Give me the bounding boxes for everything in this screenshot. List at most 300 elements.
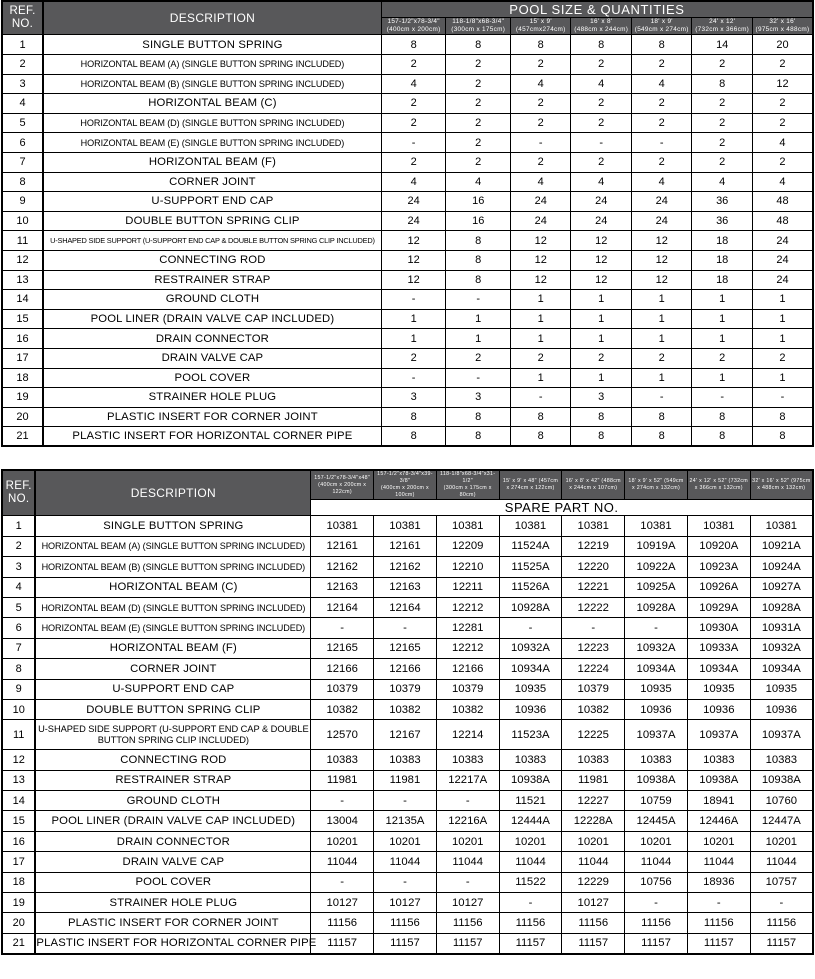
table-row (2, 831, 813, 851)
quantity-cell: 24 (381, 192, 446, 212)
spare-part-no-cell: 11981 (311, 770, 374, 790)
size-metric: (488cm x 244cm) (574, 26, 629, 34)
spare-part-no-cell: 10932A (625, 638, 688, 658)
ref-no-cell: 8 (2, 659, 35, 679)
quantity-cell: 1 (571, 309, 631, 329)
spare-part-no-cell: 10935 (687, 679, 750, 699)
quantity-cell: - (381, 368, 446, 388)
spare-part-no-cell: 10379 (374, 679, 437, 699)
quantity-cell: 1 (511, 290, 571, 310)
description-cell: HORIZONTAL BEAM (E) (SINGLE BUTTON SPRING INCLUDED) (35, 618, 310, 638)
spare-part-no-cell: 12164 (311, 597, 374, 617)
spare-part-no-cell: 10937A (750, 720, 813, 750)
size-metric: (549cm x 274cm) (634, 26, 689, 34)
quantity-cell: 8 (381, 427, 446, 447)
size-metric: (457cmx274cm) (515, 26, 566, 34)
spare-part-no-cell: 10928A (499, 597, 562, 617)
size-metric: (300cm x 175cm) (451, 26, 506, 34)
table-row (2, 770, 813, 790)
description-cell: U-SUPPORT END CAP (43, 192, 381, 212)
quantity-cell: 16 (446, 211, 511, 231)
description-cell: HORIZONTAL BEAM (B) (SINGLE BUTTON SPRING INCLUDED) (35, 557, 310, 577)
table-row (2, 270, 813, 290)
quantity-cell: - (511, 388, 571, 408)
spare-part-no-cell: 10928A (750, 597, 813, 617)
quantity-cell: 12 (511, 270, 571, 290)
table-row (2, 329, 813, 349)
quantity-cell: 1 (446, 329, 511, 349)
quantity-cell: 2 (511, 113, 571, 133)
table-row (2, 172, 813, 192)
quantity-cell: 48 (752, 192, 813, 212)
table1-col-group-pool-size: POOL SIZE & QUANTITIES (381, 1, 813, 18)
ref-no-cell: 10 (2, 699, 35, 719)
spare-part-no-cell: - (374, 791, 437, 811)
description-cell: STRAINER HOLE PLUG (35, 893, 310, 913)
quantity-cell: 1 (511, 309, 571, 329)
table2-ref-no-line1: REF. (5, 480, 32, 493)
description-cell: HORIZONTAL BEAM (D) (SINGLE BUTTON SPRING INCLUDED) (43, 113, 381, 133)
size-metric: (732cm x 366cm) (695, 26, 750, 34)
table-separator-gap (0, 447, 815, 469)
table1-col-ref-no (2, 1, 43, 35)
spare-part-no-cell: 10938A (625, 770, 688, 790)
ref-no-cell: 13 (2, 770, 35, 790)
ref-no-cell: 17 (2, 852, 35, 872)
size-metric: x 366cm x 132cm) (694, 485, 743, 492)
spare-part-no-cell: 10127 (436, 893, 499, 913)
spare-part-no-cell: 12209 (436, 536, 499, 556)
quantity-cell: 2 (381, 94, 446, 114)
spare-part-no-cell: 10201 (374, 831, 437, 851)
ref-no-cell: 6 (2, 133, 43, 153)
table-row (2, 348, 813, 368)
quantity-cell: 24 (381, 211, 446, 231)
size-imperial: 16' x 8' x 42" (488cm (565, 478, 621, 485)
spare-part-no-cell: 10381 (750, 516, 813, 536)
spare-part-no-cell: 10925A (625, 577, 688, 597)
table-row (2, 94, 813, 114)
description-cell: U-SHAPED SIDE SUPPORT (U-SUPPORT END CAP & DOUBLE BUTTON SPRING CLIP INCLUDED) (35, 720, 310, 750)
table-row (2, 933, 813, 953)
description-cell: U-SUPPORT END CAP (35, 679, 310, 699)
size-imperial: 24' x 12' (709, 18, 736, 25)
table-row (2, 557, 813, 577)
quantity-cell: 8 (692, 407, 752, 427)
quantity-cell: 8 (571, 427, 631, 447)
table-row (2, 192, 813, 212)
spare-part-no-cell: 10936 (750, 699, 813, 719)
description-cell: DRAIN VALVE CAP (43, 348, 381, 368)
spare-part-no-cell: 11156 (562, 913, 625, 933)
quantity-cell: 18 (692, 250, 752, 270)
size-imperial: 15' x 9' (529, 18, 552, 25)
quantity-cell: 48 (752, 211, 813, 231)
quantity-cell: 8 (446, 35, 511, 55)
spare-part-no-cell: 12227 (562, 791, 625, 811)
quantity-cell: 12 (571, 270, 631, 290)
spare-part-no-cell: 12162 (311, 557, 374, 577)
quantity-cell: 8 (631, 35, 691, 55)
spare-part-no-cell: 11156 (687, 913, 750, 933)
table2-col-ref-no (2, 470, 35, 516)
quantity-cell: 2 (571, 113, 631, 133)
spare-part-no-cell: 11044 (436, 852, 499, 872)
ref-no-cell: 15 (2, 811, 35, 831)
quantity-cell: 3 (381, 388, 446, 408)
description-cell: U-SHAPED SIDE SUPPORT (U-SUPPORT END CAP & DOUBLE BUTTON SPRING CLIP INCLUDED) (43, 231, 381, 251)
quantity-cell: 2 (752, 113, 813, 133)
spare-part-no-cell: 10932A (750, 638, 813, 658)
spare-part-no-cell: 10936 (687, 699, 750, 719)
size-imperial: 157-1/2"x78-3/4"x39-3/8" (377, 471, 433, 485)
spare-part-no-cell: - (499, 618, 562, 638)
quantity-cell: 2 (381, 113, 446, 133)
table-row (2, 597, 813, 617)
ref-no-cell: 3 (2, 74, 43, 94)
spare-part-no-cell: - (625, 618, 688, 638)
quantity-cell: 2 (752, 348, 813, 368)
spare-part-no-cell: 10760 (750, 791, 813, 811)
spare-part-no-cell: 11981 (374, 770, 437, 790)
quantity-cell: 2 (446, 74, 511, 94)
description-cell: PLASTIC INSERT FOR CORNER JOINT (43, 407, 381, 427)
description-cell: GROUND CLOTH (43, 290, 381, 310)
quantity-cell: 12 (631, 231, 691, 251)
quantity-cell: 8 (446, 407, 511, 427)
table1-ref-no-line1: REF. (9, 5, 36, 18)
quantity-cell: 4 (511, 74, 571, 94)
spare-part-no-cell: - (687, 893, 750, 913)
quantity-cell: 3 (571, 388, 631, 408)
spare-part-no-cell: 10381 (562, 516, 625, 536)
spare-part-no-cell: 11044 (687, 852, 750, 872)
quantity-cell: 12 (571, 231, 631, 251)
table-row (2, 407, 813, 427)
size-metric: x 488cm x 132cm) (757, 485, 806, 492)
spare-part-no-cell: 12229 (562, 872, 625, 892)
spare-part-no-label: SPARE PART NO. (311, 500, 813, 516)
table2-ref-no-line2: NO. (8, 493, 30, 506)
description-cell: HORIZONTAL BEAM (D) (SINGLE BUTTON SPRING INCLUDED) (35, 597, 310, 617)
size-metric: (300cm x 175cm x 80cm) (443, 485, 492, 499)
spare-part-no-cell: 10932A (499, 638, 562, 658)
ref-no-cell: 11 (2, 231, 43, 251)
table2-body (2, 516, 813, 954)
spare-part-no-cell: 12225 (562, 720, 625, 750)
quantity-cell: 2 (381, 152, 446, 172)
ref-no-cell: 5 (2, 113, 43, 133)
spare-part-no-cell: 11044 (750, 852, 813, 872)
table2-header-row-sizes (2, 470, 813, 500)
description-cell: POOL LINER (DRAIN VALVE CAP INCLUDED) (35, 811, 310, 831)
table2-size-header-4 (499, 470, 562, 500)
quantity-cell: - (571, 133, 631, 153)
quantity-cell: 1 (752, 368, 813, 388)
spare-part-no-cell: 10937A (687, 720, 750, 750)
spare-part-no-cell: 10928A (625, 597, 688, 617)
quantity-cell: 1 (631, 290, 691, 310)
spare-part-no-cell: 10921A (750, 536, 813, 556)
description-cell: POOL COVER (43, 368, 381, 388)
table-row (2, 893, 813, 913)
spare-part-no-cell: 12444A (499, 811, 562, 831)
spare-part-no-cell: 12165 (311, 638, 374, 658)
spare-part-no-cell: 10201 (562, 831, 625, 851)
quantity-cell: - (631, 388, 691, 408)
quantity-cell: 24 (511, 192, 571, 212)
spare-part-no-cell: 12447A (750, 811, 813, 831)
spare-part-no-cell: 10938A (750, 770, 813, 790)
spare-part-no-cell: 10935 (750, 679, 813, 699)
ref-no-cell: 20 (2, 913, 35, 933)
quantity-cell: 14 (692, 35, 752, 55)
spare-part-no-cell: 12212 (436, 597, 499, 617)
table2-size-header-7 (687, 470, 750, 500)
ref-no-cell: 4 (2, 577, 35, 597)
spare-part-no-cell: 18941 (687, 791, 750, 811)
spare-part-no-cell: 10936 (625, 699, 688, 719)
description-cell: POOL LINER (DRAIN VALVE CAP INCLUDED) (43, 309, 381, 329)
quantity-cell: 2 (631, 94, 691, 114)
description-cell: HORIZONTAL BEAM (F) (35, 638, 310, 658)
description-cell: HORIZONTAL BEAM (A) (SINGLE BUTTON SPRING INCLUDED) (43, 55, 381, 75)
spare-part-no-cell: 12228A (562, 811, 625, 831)
quantity-cell: 12 (571, 250, 631, 270)
spare-part-no-cell: - (436, 872, 499, 892)
spare-part-no-cell: 10934A (750, 659, 813, 679)
quantity-cell: 8 (571, 407, 631, 427)
spare-part-no-cell: 12446A (687, 811, 750, 831)
spare-part-no-cell: 11156 (374, 913, 437, 933)
spare-part-no-cell: 12216A (436, 811, 499, 831)
table2-size-header-1 (311, 470, 374, 500)
spare-part-no-cell: - (750, 893, 813, 913)
size-metric: (400cm x 200cm x 100cm) (380, 485, 429, 499)
table1-header-row-group (2, 1, 813, 18)
description-cell: DOUBLE BUTTON SPRING CLIP (35, 699, 310, 719)
description-cell: HORIZONTAL BEAM (F) (43, 152, 381, 172)
quantity-cell: 2 (631, 55, 691, 75)
table-row (2, 872, 813, 892)
spare-part-no-cell: 11157 (750, 933, 813, 953)
quantity-cell: 8 (511, 35, 571, 55)
table-row (2, 852, 813, 872)
spare-part-no-cell: 10383 (436, 750, 499, 770)
spare-part-no-cell: 12214 (436, 720, 499, 750)
spare-part-no-cell: 10381 (687, 516, 750, 536)
spare-part-no-cell: 12219 (562, 536, 625, 556)
table-row (2, 309, 813, 329)
spare-part-no-cell: - (436, 791, 499, 811)
quantity-cell: 2 (752, 94, 813, 114)
spare-part-no-cell: 12163 (374, 577, 437, 597)
ref-no-cell: 19 (2, 388, 43, 408)
spare-part-no-cell: 13004 (311, 811, 374, 831)
quantity-cell: 8 (631, 427, 691, 447)
spare-part-no-cell: 10383 (687, 750, 750, 770)
quantity-cell: 1 (571, 329, 631, 349)
table1-size-header-5 (631, 18, 691, 35)
ref-no-cell: 12 (2, 750, 35, 770)
description-cell: DOUBLE BUTTON SPRING CLIP (43, 211, 381, 231)
quantity-cell: 12 (381, 231, 446, 251)
quantity-cell: 8 (692, 427, 752, 447)
table-row (2, 211, 813, 231)
table-row (2, 679, 813, 699)
quantity-cell: 2 (446, 94, 511, 114)
spare-part-no-cell: 10381 (311, 516, 374, 536)
size-metric: (975cm x 488cm) (755, 26, 810, 34)
quantity-cell: 1 (446, 309, 511, 329)
spare-part-no-cell: 11044 (562, 852, 625, 872)
table2-size-header-3 (436, 470, 499, 500)
description-cell: CONNECTING ROD (43, 250, 381, 270)
ref-no-cell: 3 (2, 557, 35, 577)
quantity-cell: 2 (446, 133, 511, 153)
spare-part-no-cell: 10383 (562, 750, 625, 770)
table1-size-header-4 (571, 18, 631, 35)
quantity-cell: 2 (631, 113, 691, 133)
table-row (2, 290, 813, 310)
spare-part-no-cell: 12221 (562, 577, 625, 597)
size-imperial: 18' x 9' (650, 18, 673, 25)
table-row (2, 516, 813, 536)
quantity-cell: 1 (752, 329, 813, 349)
ref-no-cell: 1 (2, 516, 35, 536)
spare-part-no-cell: - (311, 618, 374, 638)
table-row (2, 35, 813, 55)
quantity-cell: 24 (752, 250, 813, 270)
spare-part-no-cell: 10935 (499, 679, 562, 699)
ref-no-cell: 16 (2, 329, 43, 349)
quantity-cell: 2 (631, 348, 691, 368)
ref-no-cell: 17 (2, 348, 43, 368)
description-cell: SINGLE BUTTON SPRING (35, 516, 310, 536)
quantity-cell: 2 (692, 113, 752, 133)
description-cell: SINGLE BUTTON SPRING (43, 35, 381, 55)
spare-part-no-cell: 12445A (625, 811, 688, 831)
quantity-cell: 2 (511, 348, 571, 368)
spare-part-no-cell: 10926A (687, 577, 750, 597)
spare-part-no-cell: 10383 (374, 750, 437, 770)
spare-part-no-cell: 11524A (499, 536, 562, 556)
description-cell: CORNER JOINT (35, 659, 310, 679)
table-row (2, 133, 813, 153)
quantity-cell: 2 (511, 94, 571, 114)
description-cell: RESTRAINER STRAP (43, 270, 381, 290)
description-cell: HORIZONTAL BEAM (C) (43, 94, 381, 114)
spare-part-no-cell: 10938A (499, 770, 562, 790)
spare-part-no-cell: 10919A (625, 536, 688, 556)
quantity-cell: 18 (692, 231, 752, 251)
spare-part-no-cell: 12222 (562, 597, 625, 617)
quantity-cell: 8 (631, 407, 691, 427)
ref-no-cell: 4 (2, 94, 43, 114)
table1-size-header-2 (446, 18, 511, 35)
table-row (2, 250, 813, 270)
quantity-cell: 8 (381, 35, 446, 55)
description-cell: POOL COVER (35, 872, 310, 892)
quantity-cell: - (446, 368, 511, 388)
spare-part-no-cell: 12281 (436, 618, 499, 638)
ref-no-cell: 2 (2, 55, 43, 75)
table1-size-header-7 (752, 18, 813, 35)
quantity-cell: 4 (381, 172, 446, 192)
spare-part-no-cell: 11157 (311, 933, 374, 953)
spare-part-no-cell: 11981 (562, 770, 625, 790)
quantity-cell: 24 (631, 211, 691, 231)
spare-part-no-cell: 12165 (374, 638, 437, 658)
spare-part-no-cell: 12570 (311, 720, 374, 750)
spare-part-no-cell: 10381 (436, 516, 499, 536)
quantity-cell: 24 (571, 192, 631, 212)
ref-no-cell: 14 (2, 290, 43, 310)
quantity-cell: - (692, 388, 752, 408)
spare-part-no-cell: 12223 (562, 638, 625, 658)
ref-no-cell: 8 (2, 172, 43, 192)
quantity-cell: 1 (511, 329, 571, 349)
spare-part-no-cell: 10382 (374, 699, 437, 719)
spare-part-no-cell: 12135A (374, 811, 437, 831)
table2-size-header-2 (374, 470, 437, 500)
quantity-cell: 2 (692, 152, 752, 172)
quantity-cell: 2 (446, 55, 511, 75)
table-row (2, 388, 813, 408)
size-imperial: 118-1/8"x68-3/4"x31-1/2" (440, 471, 496, 485)
spare-part-no-cell: 12162 (374, 557, 437, 577)
spare-part-no-cell: 12211 (436, 577, 499, 597)
quantity-cell: 1 (752, 309, 813, 329)
description-cell: CONNECTING ROD (35, 750, 310, 770)
spare-part-no-cell: 10379 (562, 679, 625, 699)
quantity-cell: 1 (692, 309, 752, 329)
spare-part-no-cell: 10756 (625, 872, 688, 892)
table1-ref-no-line2: NO. (11, 18, 34, 31)
table-row (2, 720, 813, 750)
ref-no-cell: 20 (2, 407, 43, 427)
spare-part-no-cell: 18936 (687, 872, 750, 892)
description-cell: RESTRAINER STRAP (35, 770, 310, 790)
spare-part-no-cell: 11522 (499, 872, 562, 892)
quantity-cell: 2 (631, 152, 691, 172)
spare-part-no-cell: 10759 (625, 791, 688, 811)
spare-part-no-cell: 10201 (625, 831, 688, 851)
quantity-cell: 24 (511, 211, 571, 231)
description-cell: DRAIN CONNECTOR (35, 831, 310, 851)
ref-no-cell: 15 (2, 309, 43, 329)
quantity-cell: 12 (511, 250, 571, 270)
quantity-cell: 12 (381, 250, 446, 270)
quantity-cell: 2 (692, 133, 752, 153)
spare-part-no-cell: 10937A (625, 720, 688, 750)
spare-part-no-cell: - (374, 618, 437, 638)
spare-part-no-cell: 12163 (311, 577, 374, 597)
quantity-cell: 1 (571, 368, 631, 388)
size-imperial: 157-1/2"x78-3/4"x48" (314, 474, 371, 481)
spare-part-no-cell: 10930A (687, 618, 750, 638)
spare-part-no-cell: 10933A (687, 638, 750, 658)
spare-part-no-cell: 12166 (436, 659, 499, 679)
spare-part-no-cell: 10201 (499, 831, 562, 851)
quantity-cell: 2 (692, 94, 752, 114)
ref-no-cell: 9 (2, 192, 43, 212)
quantity-cell: - (631, 133, 691, 153)
spare-part-no-cell: 11157 (436, 933, 499, 953)
quantity-cell: 8 (692, 74, 752, 94)
spare-part-no-cell: 10201 (750, 831, 813, 851)
spare-part-no-cell: 10379 (311, 679, 374, 699)
